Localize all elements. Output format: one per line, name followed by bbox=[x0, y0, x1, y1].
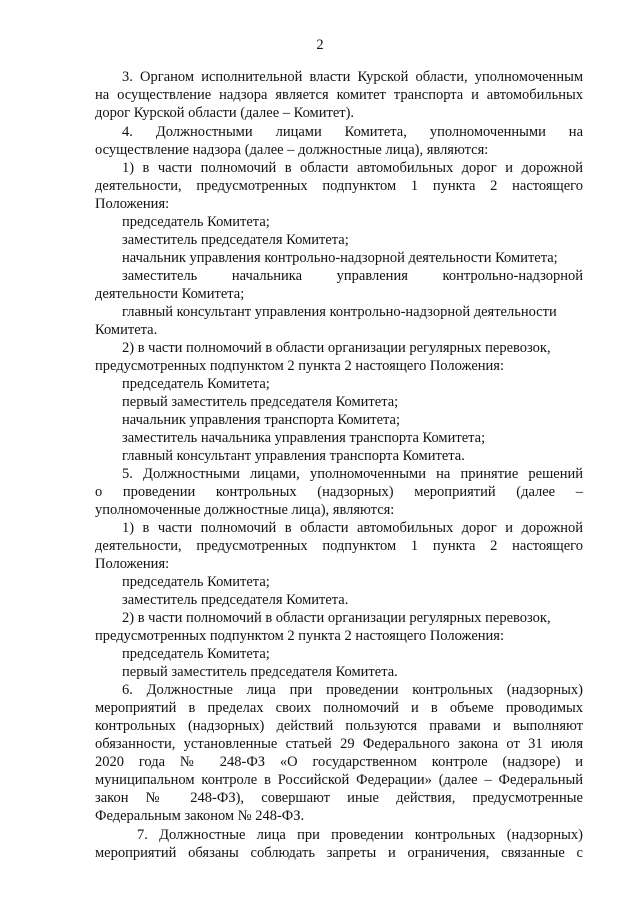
text-line: деятельности, предусмотренных подпунктом 1 пункта 2 настоящего bbox=[95, 178, 583, 194]
text-line: заместитель председателя Комитета. bbox=[122, 592, 349, 608]
text-line: дорог Курской области (далее – Комитет). bbox=[95, 105, 355, 121]
text-line: председатель Комитета; bbox=[122, 646, 270, 662]
text-line: председатель Комитета; bbox=[122, 214, 270, 230]
text-line: заместитель начальника управления контрольно-надзорной bbox=[122, 268, 583, 284]
text-line: уполномоченные должностные лица), являются: bbox=[95, 502, 395, 518]
text-line: заместитель председателя Комитета; bbox=[122, 232, 349, 248]
text-line: Федеральным законом № 248-ФЗ. bbox=[95, 808, 305, 824]
text-line: муниципальном контроле в Российской Федерации» (далее – Федеральный bbox=[95, 772, 583, 788]
text-line: предусмотренных подпунктом 2 пункта 2 настоящего Положения: bbox=[95, 358, 504, 374]
text-line: 1) в части полномочий в области автомобильных дорог и дорожной bbox=[122, 160, 583, 176]
text-line: 2) в части полномочий в области организации регулярных перевозок, bbox=[122, 610, 551, 626]
text-line: главный консультант управления контрольно-надзорной деятельности bbox=[122, 304, 557, 320]
text-line: председатель Комитета; bbox=[122, 574, 270, 590]
text-line: деятельности Комитета; bbox=[95, 286, 245, 302]
text-line: 7. Должностные лица при проведении контрольных (надзорных) bbox=[137, 827, 583, 843]
text-line: начальник управления контрольно-надзорной деятельности Комитета; bbox=[122, 250, 558, 266]
text-line: 6. Должностные лица при проведении контрольных (надзорных) bbox=[122, 682, 583, 698]
text-line: начальник управления транспорта Комитета; bbox=[122, 412, 400, 428]
text-line: Положения: bbox=[95, 556, 170, 572]
page-number: 2 bbox=[316, 37, 324, 53]
text-line: обязанности, установленные статьей 29 Федерального закона от 31 июля bbox=[95, 736, 583, 752]
text-line: 3. Органом исполнительной власти Курской области, уполномоченным bbox=[122, 69, 583, 85]
text-line: председатель Комитета; bbox=[122, 376, 270, 392]
text-line: мероприятий в пределах своих полномочий и в объеме проводимых bbox=[95, 700, 583, 716]
text-line: 2) в части полномочий в области организации регулярных перевозок, bbox=[122, 340, 551, 356]
text-line: на осуществление надзора является комитет транспорта и автомобильных bbox=[95, 87, 583, 103]
text-line: 5. Должностными лицами, уполномоченными на принятие решений bbox=[122, 466, 583, 482]
text-line: о проведении контрольных (надзорных) мероприятий (далее – bbox=[95, 484, 583, 500]
text-line: деятельности, предусмотренных подпунктом 1 пункта 2 настоящего bbox=[95, 538, 583, 554]
text-line: 4. Должностными лицами Комитета, уполномоченными на bbox=[122, 124, 583, 140]
text-line: Комитета. bbox=[95, 322, 158, 338]
text-line: закон № 248-ФЗ), совершают иные действия, предусмотренные bbox=[95, 790, 583, 806]
text-line: Положения: bbox=[95, 196, 170, 212]
text-line: мероприятий обязаны соблюдать запреты и ограничения, связанные с bbox=[95, 845, 583, 861]
text-line: первый заместитель председателя Комитета; bbox=[122, 394, 399, 410]
text-line: первый заместитель председателя Комитета. bbox=[122, 664, 398, 680]
text-line: заместитель начальника управления транспорта Комитета; bbox=[122, 430, 486, 446]
text-line: контрольных (надзорных) действий пользуются правами и выполняют bbox=[95, 718, 583, 734]
text-line: 1) в части полномочий в области автомобильных дорог и дорожной bbox=[122, 520, 583, 536]
text-line: 2020 года № 248-ФЗ «О государственном контроле (надзоре) и bbox=[95, 754, 583, 770]
text-line: главный консультант управления транспорта Комитета. bbox=[122, 448, 465, 464]
text-line: предусмотренных подпунктом 2 пункта 2 настоящего Положения: bbox=[95, 628, 504, 644]
text-line: осуществление надзора (далее – должностные лица), являются: bbox=[95, 142, 489, 158]
